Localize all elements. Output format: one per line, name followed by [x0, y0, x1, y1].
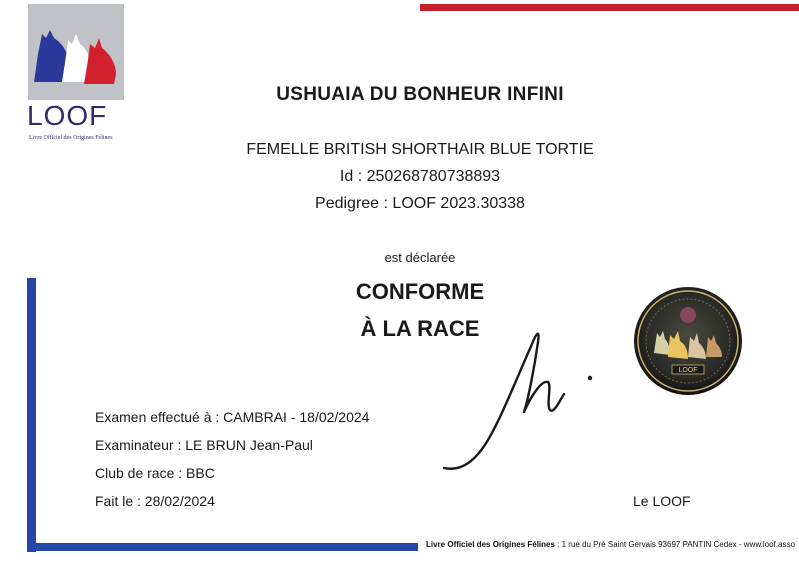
- logo-wordmark: LOOF: [27, 100, 108, 131]
- issue-date: Fait le : 28/02/2024: [95, 493, 215, 509]
- signatory: Le LOOF: [633, 493, 691, 509]
- seal-label: LOOF: [678, 367, 698, 374]
- bottom-blue-bar: [27, 543, 418, 551]
- signature: [432, 320, 602, 480]
- cat-name: USHUAIA DU BONHEUR INFINI: [276, 84, 564, 105]
- verdict-line-1: CONFORME: [355, 279, 485, 304]
- exam-location: Examen effectué à : CAMBRAI - 18/02/2024: [95, 409, 370, 425]
- left-blue-bar: [27, 278, 36, 552]
- footer-org: Livre Officiel des Origines Félines: [426, 540, 555, 549]
- declared-text: est déclarée: [384, 250, 456, 265]
- cat-silhouettes-icon: [28, 4, 124, 100]
- logo-subtitle: Livre Officiel des Origines Félines: [29, 135, 113, 141]
- breed-club: Club de race : BBC: [95, 465, 215, 481]
- cat-id: Id : 250268780738893: [339, 168, 501, 185]
- footer-address: : 1 rue du Pré Saint Gervais 93697 PANTIN Cedex - www.loof.asso: [554, 540, 795, 549]
- verdict-line-2: À LA RACE: [360, 316, 480, 341]
- top-red-bar: [420, 4, 799, 11]
- hologram-seal: [632, 285, 744, 397]
- cat-pedigree: Pedigree : LOOF 2023.30338: [315, 195, 525, 212]
- examiner: Examinateur : LE BRUN Jean-Paul: [95, 437, 313, 453]
- cat-description: FEMELLE BRITISH SHORTHAIR BLUE TORTIE: [246, 141, 594, 158]
- footer: [426, 540, 795, 549]
- loof-logo: [28, 4, 124, 100]
